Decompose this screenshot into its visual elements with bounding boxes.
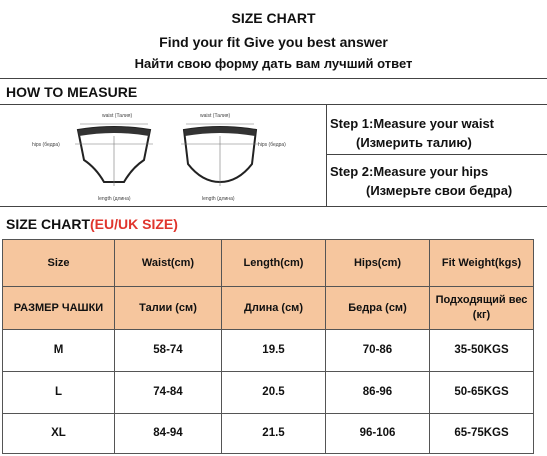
divider	[0, 104, 547, 105]
hips-label: hips (бедра)	[258, 142, 286, 148]
header-cell: Fit Weight(kgs)	[430, 240, 534, 287]
table-cell: 84-94	[115, 414, 222, 454]
length-label: length (длина)	[202, 196, 235, 202]
table-row	[3, 330, 534, 372]
table-cell: 74-84	[115, 372, 222, 414]
table-header-row	[3, 240, 534, 287]
table-cell: 50-65KGS	[430, 372, 534, 414]
subtitle-ru: Найти свою форму дать вам лучший ответ	[134, 56, 413, 71]
header-cell: Бедра (см)	[326, 287, 430, 330]
table-cell: 86-96	[326, 372, 430, 414]
table-row	[3, 372, 534, 414]
header-cell: РАЗМЕР ЧАШКИ	[3, 287, 115, 330]
table-cell: XL	[3, 414, 115, 454]
step1-text: Step 1:Measure your waist	[330, 116, 494, 131]
step2-text-ru: (Измерьте свои бедра)	[366, 183, 513, 198]
panties-front-diagram-icon	[72, 120, 156, 190]
header-cell: Waist(cm)	[115, 240, 222, 287]
table-cell: 65-75KGS	[430, 414, 534, 454]
step2-text: Step 2:Measure your hips	[330, 164, 489, 179]
header-cell: Size	[3, 240, 115, 287]
table-cell: L	[3, 372, 115, 414]
table-cell: 58-74	[115, 330, 222, 372]
header-cell: Длина (см)	[222, 287, 326, 330]
length-label: length (длина)	[98, 196, 131, 202]
header-cell: Талии (см)	[115, 287, 222, 330]
subtitle-en: Find your fit Give you best answer	[159, 34, 388, 50]
header-cell: Подходящий вес (кг)	[430, 287, 534, 330]
table-cell: 19.5	[222, 330, 326, 372]
divider	[326, 104, 327, 206]
divider	[326, 154, 547, 155]
page-title: SIZE CHART	[231, 10, 316, 26]
size-chart-title	[6, 216, 178, 232]
how-to-measure-title: HOW TO MEASURE	[6, 84, 138, 100]
table-header-row-ru	[3, 287, 534, 330]
size-table	[2, 239, 534, 454]
step1-text-ru: (Измерить талию)	[356, 135, 472, 150]
table-cell: M	[3, 330, 115, 372]
size-chart-label: SIZE CHART	[6, 216, 90, 232]
table-cell: 96-106	[326, 414, 430, 454]
table-cell: 70-86	[326, 330, 430, 372]
table-row	[3, 414, 534, 454]
waist-label: waist (Талия)	[102, 113, 133, 119]
table-cell: 20.5	[222, 372, 326, 414]
table-cell: 21.5	[222, 414, 326, 454]
table-cell: 35-50KGS	[430, 330, 534, 372]
divider	[0, 206, 547, 207]
header	[0, 0, 547, 79]
header-cell: Hips(cm)	[326, 240, 430, 287]
panties-back-diagram-icon	[178, 120, 262, 190]
waist-label: waist (Талия)	[200, 113, 231, 119]
hips-label: hips (бедра)	[32, 142, 60, 148]
size-region-label: (EU/UK SIZE)	[90, 216, 178, 232]
header-cell: Length(cm)	[222, 240, 326, 287]
